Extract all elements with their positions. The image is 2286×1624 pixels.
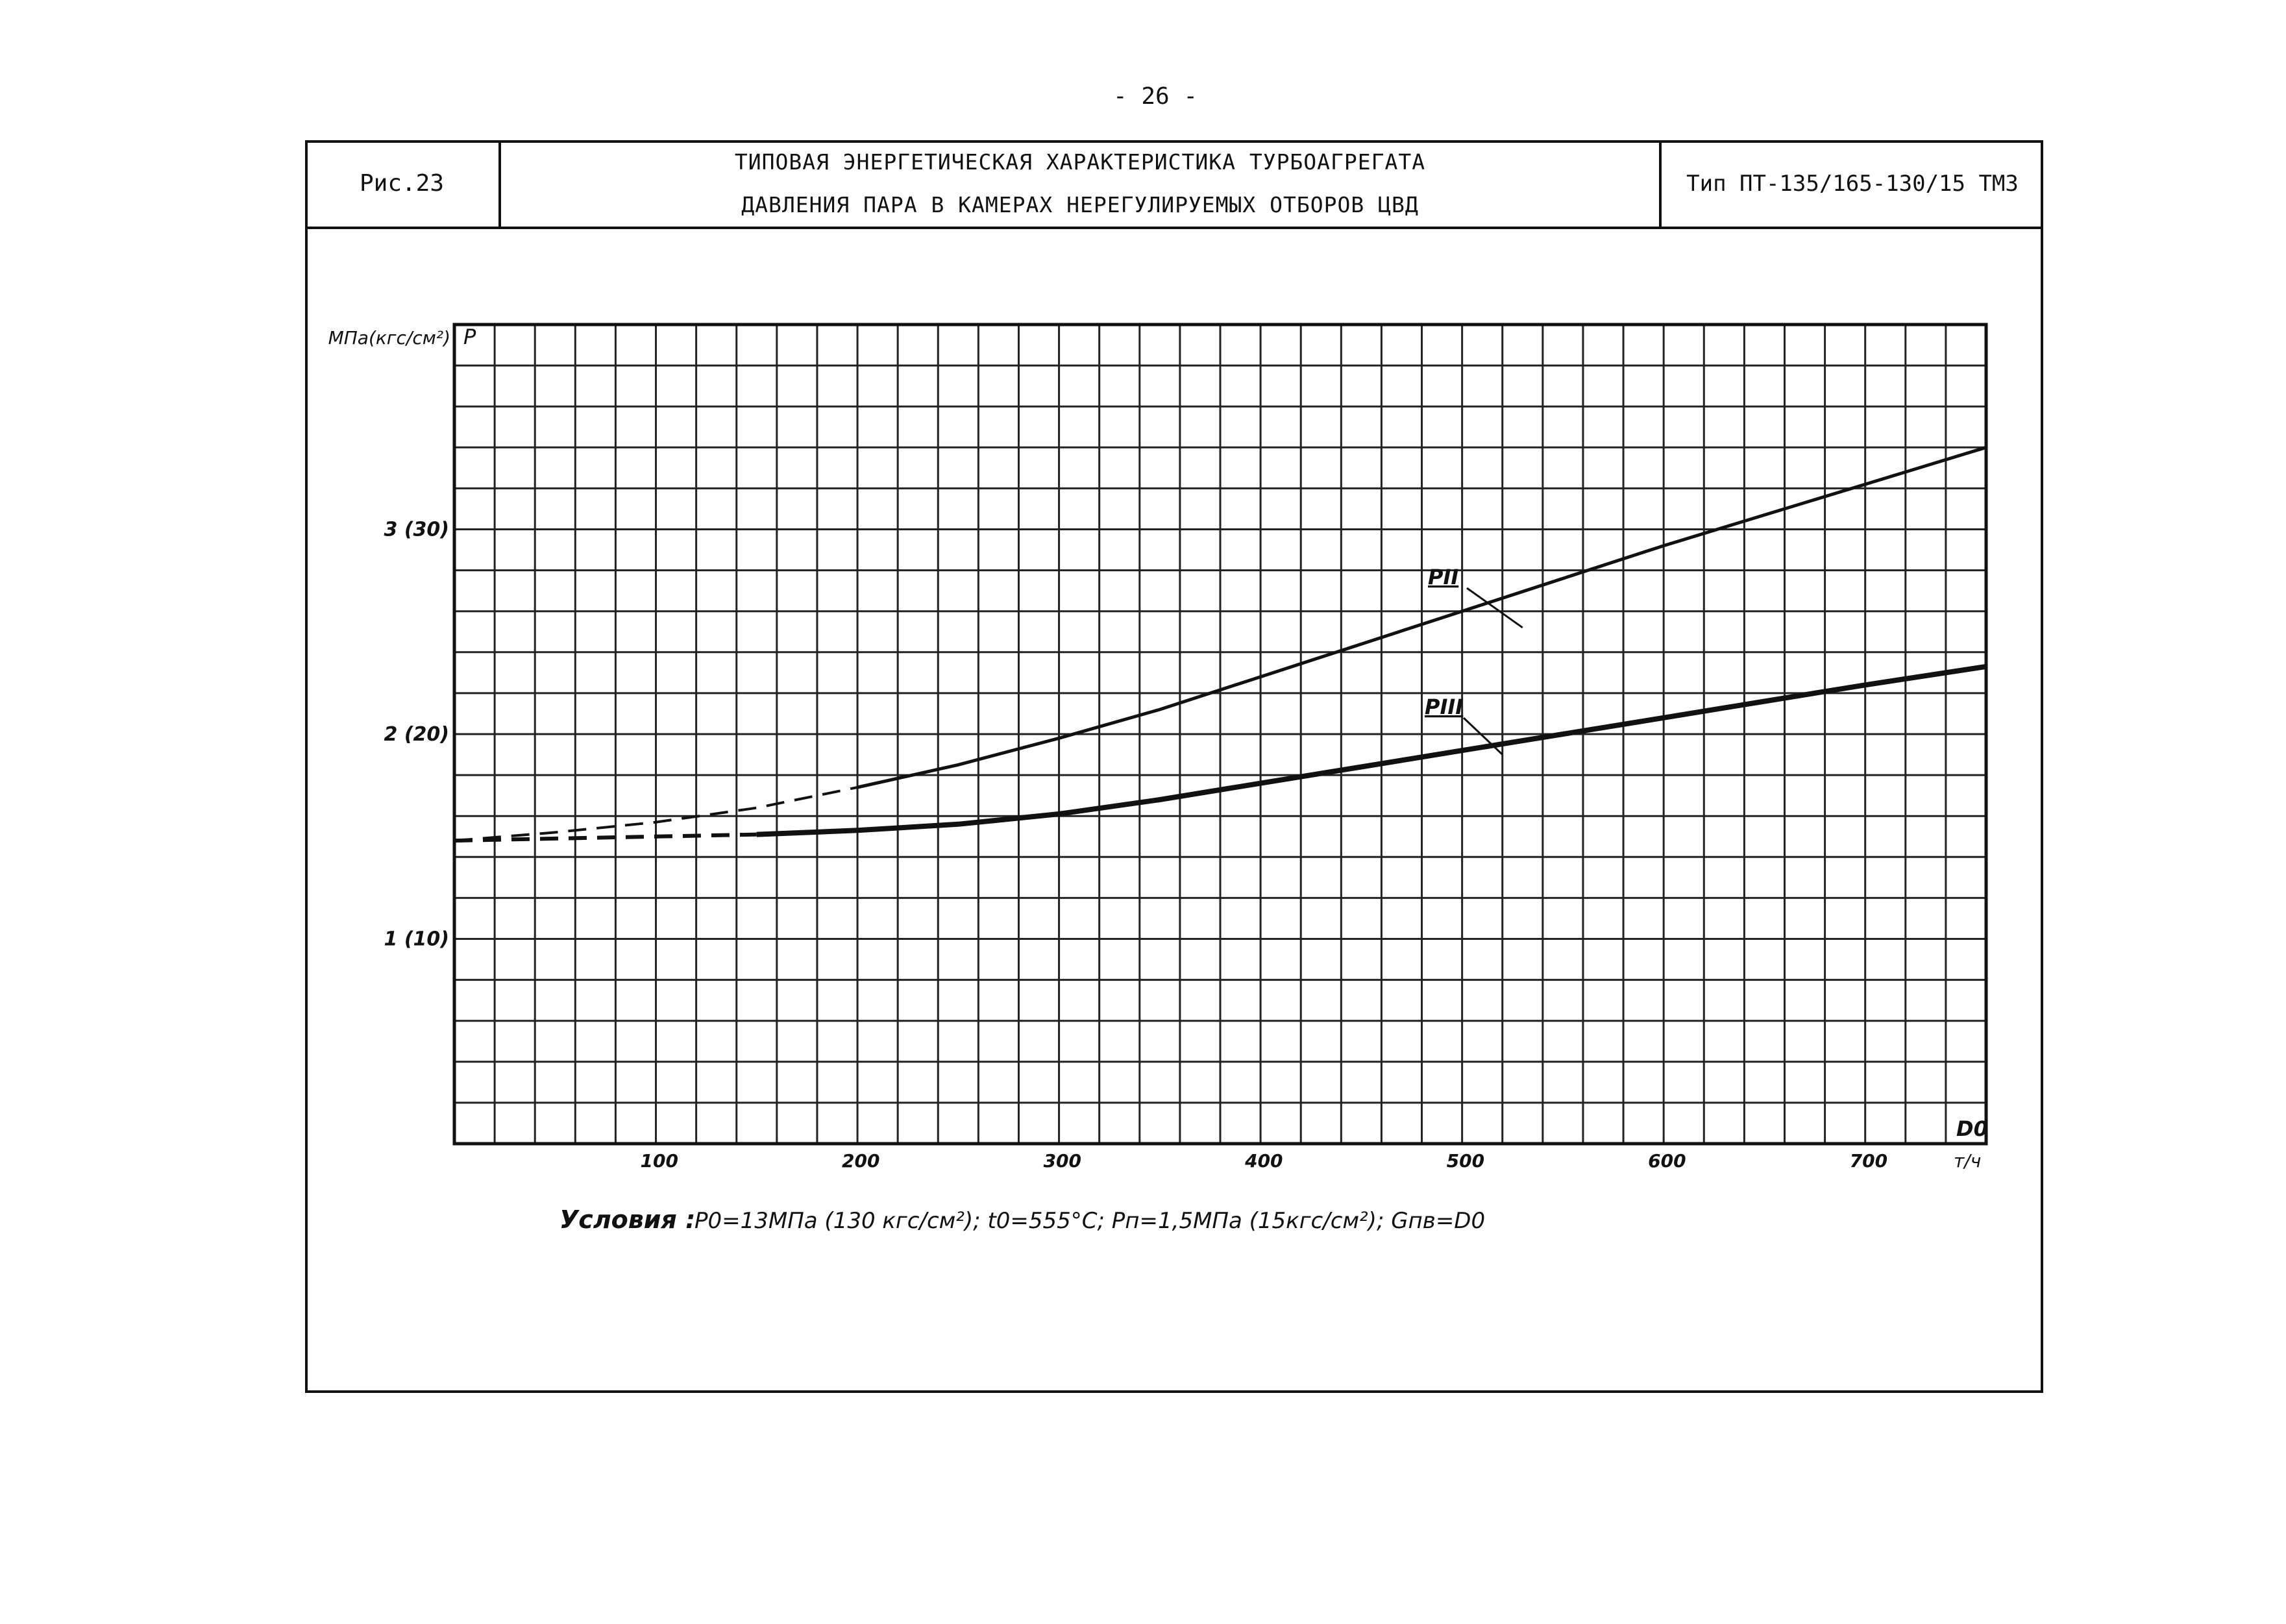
title-line-2: ДАВЛЕНИЯ ПАРА В КАМЕРАХ НЕРЕГУЛИРУЕМЫХ ОТБОРОВ ЦВД	[741, 191, 1419, 217]
turbine-type: Тип ПТ-135/165-130/15 ТМЗ	[1686, 170, 2019, 197]
y-axis-unit: МПа(кгс/см²)	[328, 327, 450, 349]
x-tick-label: 100	[640, 1150, 678, 1172]
y-axis-label: P	[463, 325, 476, 349]
tick-labels	[384, 519, 1888, 1172]
conditions-label: Условия :	[559, 1205, 696, 1234]
x-tick-label: 300	[1043, 1150, 1082, 1172]
x-tick-label: 600	[1648, 1150, 1686, 1172]
chart-grid	[454, 325, 1986, 1144]
x-axis-unit: т/ч	[1954, 1150, 1982, 1172]
curve-labels	[1425, 565, 1523, 755]
y-tick-label: 1 (10)	[384, 928, 449, 951]
y-tick-label: 2 (20)	[384, 723, 449, 746]
y-tick-label: 3 (30)	[384, 518, 449, 541]
axis-labels	[328, 325, 1988, 1172]
x-tick-label: 700	[1849, 1150, 1888, 1172]
conditions-text: P0=13МПа (130 кгс/см²); t0=555°C; Pп=1,5МПа (15кгс/см²); Gпв=D0	[694, 1208, 1486, 1234]
figure-label: Рис.23	[305, 140, 501, 227]
page-number: - 26 -	[1112, 83, 1198, 110]
conditions-line	[559, 1205, 1485, 1234]
series-PIII-line	[757, 667, 1986, 835]
x-tick-label: 400	[1245, 1150, 1283, 1172]
x-tick-label: 500	[1446, 1150, 1485, 1172]
title-line-1: ТИПОВАЯ ЭНЕРГЕТИЧЕСКАЯ ХАРАКТЕРИСТИКА ТУРБОАГРЕГАТА	[734, 149, 1426, 175]
x-axis-label: D0	[1956, 1116, 1988, 1141]
curve-label-PIII: PIII	[1425, 695, 1464, 719]
curve-label-PII: PII	[1428, 565, 1459, 589]
x-tick-label: 200	[842, 1150, 880, 1172]
